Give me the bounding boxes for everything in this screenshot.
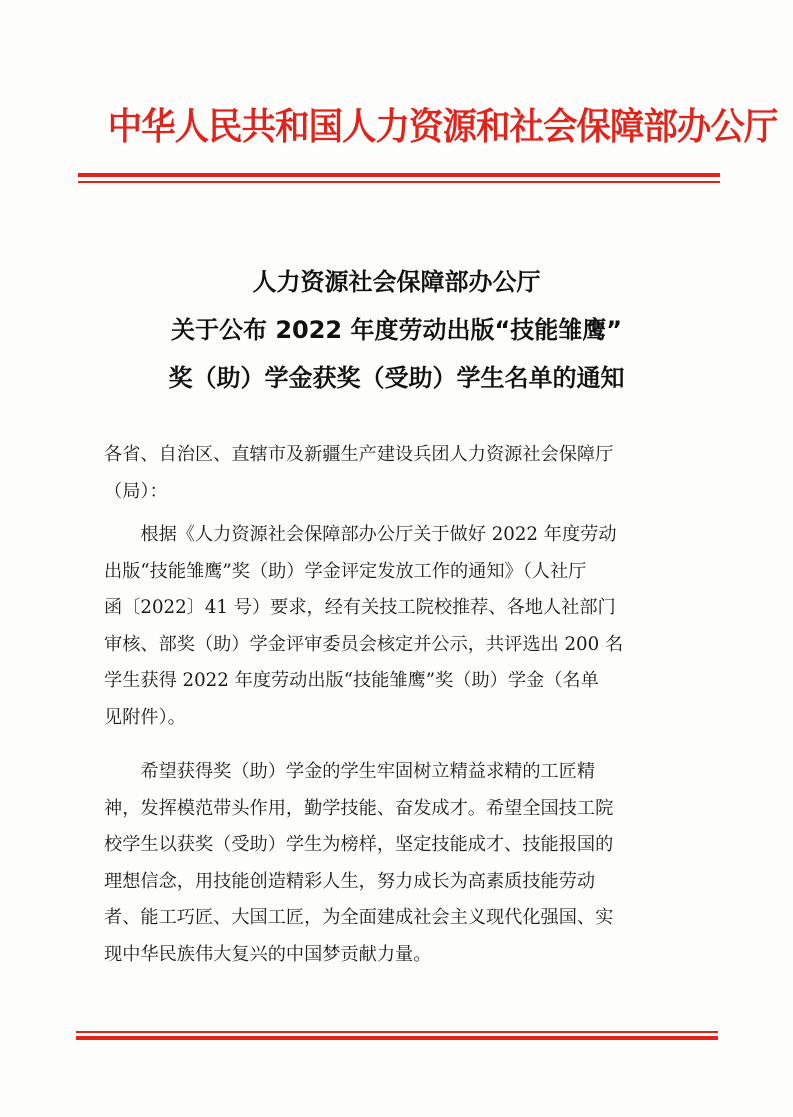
paragraph-line: 希望获得奖（助）学金的学生牢固树立精益求精的工匠精 bbox=[104, 761, 596, 782]
paragraph-line: 审核、部奖（助）学金评审委员会核定并公示，共评选出 200 名 bbox=[104, 633, 624, 655]
footer-rule-thick bbox=[76, 1036, 718, 1040]
addressee-line: 各省、自治区、直辖市及新疆生产建设兵团人力资源社会保障厅 bbox=[104, 444, 614, 465]
paragraph-1 bbox=[104, 517, 688, 736]
paragraph-line: 见附件）。 bbox=[104, 706, 186, 728]
paragraph-line: 者、能工巧匠、大国工匠，为全面建成社会主义现代化强国、实 bbox=[104, 907, 614, 928]
letterhead-rule-thick bbox=[78, 173, 720, 177]
paragraph-line: 理想信念，用技能创造精彩人生，努力成长为高素质技能劳动 bbox=[104, 870, 596, 892]
paragraph-line: 神，发挥模范带头作用，勤学技能、奋发成才。希望全国技工院 bbox=[104, 797, 614, 819]
paragraph-2 bbox=[104, 754, 688, 973]
footer-rule-thin bbox=[76, 1031, 718, 1033]
paragraph-line: 学生获得 2022 年度劳动出版“技能雏鹰”奖（助）学金（名单 bbox=[104, 670, 599, 691]
addressee bbox=[104, 437, 688, 510]
paragraph-line: 校学生以获奖（受助）学生为榜样，坚定技能成才、技能报国的 bbox=[104, 834, 614, 855]
document-title-line-1: 人力资源社会保障部办公厅 bbox=[252, 268, 541, 296]
addressee-line: （局）： bbox=[104, 480, 168, 502]
paragraph-line: 出版“技能雏鹰”奖（助）学金评定发放工作的通知》（人社厅 bbox=[104, 560, 587, 582]
paragraph-line: 根据《人力资源社会保障部办公厅关于做好 2022 年度劳动 bbox=[104, 524, 617, 545]
paragraph-line: 函〔2022〕41 号）要求，经有关技工院校推荐、各地人社部门 bbox=[104, 597, 616, 618]
letterhead-rule-thin bbox=[78, 181, 720, 183]
paragraph-line: 现中华民族伟大复兴的中国梦贡献力量。 bbox=[104, 943, 432, 965]
document-title-line-2: 关于公布 2022 年度劳动出版“技能雏鹰” bbox=[170, 316, 623, 344]
document-title-line-3: 奖（助）学金获奖（受助）学生名单的通知 bbox=[168, 364, 625, 392]
letterhead-issuer: 中华人民共和国人力资源和社会保障部办公厅 bbox=[107, 104, 778, 148]
